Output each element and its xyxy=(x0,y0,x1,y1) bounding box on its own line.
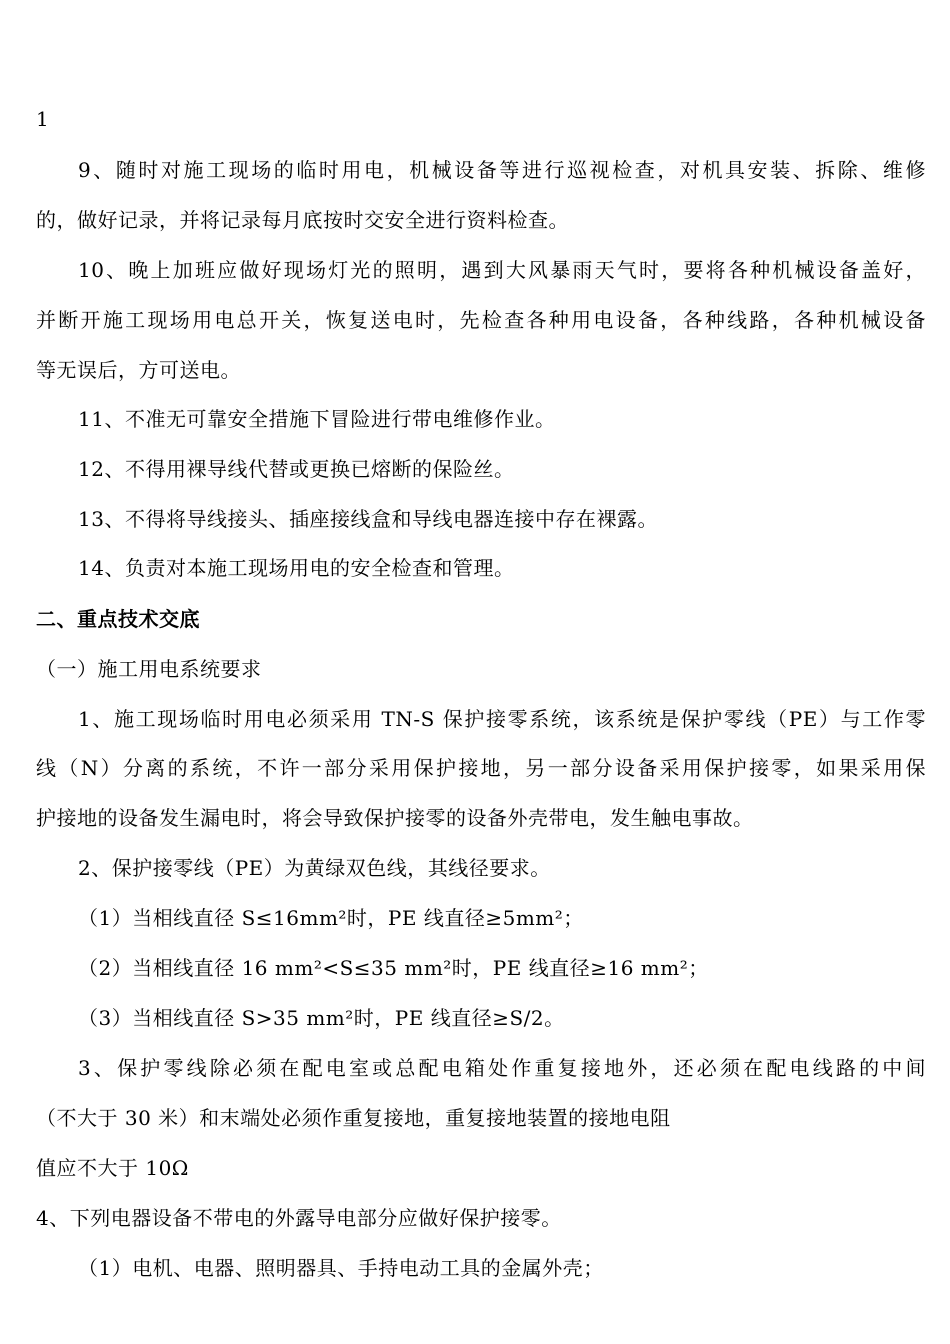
req-2-sub-1: （1）当相线直径 S≤16mm²时，PE 线直径≥5mm²； xyxy=(78,906,584,930)
item-12: 12、不得用裸导线代替或更换已熔断的保险丝。 xyxy=(78,457,515,481)
item-11: 11、不准无可靠安全措施下冒险进行带电维修作业。 xyxy=(78,407,556,431)
req-2: 2、保护接零线（PE）为黄绿双色线，其线径要求。 xyxy=(78,856,551,880)
item-14: 14、负责对本施工现场用电的安全检查和管理。 xyxy=(78,556,515,580)
req-2-sub-3: （3）当相线直径 S>35 mm²时，PE 线直径≥S/2。 xyxy=(78,1006,565,1030)
req-4-sub-1: （1）电机、电器、照明器具、手持电动工具的金属外壳； xyxy=(78,1256,604,1280)
req-3-line-1: 3、保护零线除必须在配电室或总配电箱处作重复接地外，还必须在配电线路的中间 xyxy=(78,1056,926,1080)
req-3-line-3: 值应不大于 10Ω xyxy=(36,1156,189,1180)
item-9-line-1: 9、随时对施工现场的临时用电，机械设备等进行巡视检查，对机具安装、拆除、维修 xyxy=(78,158,926,182)
subsection-heading: （一）施工用电系统要求 xyxy=(36,657,262,681)
item-9-line-2: 的，做好记录，并将记录每月底按时交安全进行资料检查。 xyxy=(36,208,569,232)
item-10-line-3: 等无误后，方可送电。 xyxy=(36,358,241,382)
req-3-line-2: （不大于 30 米）和末端处必须作重复接地，重复接地装置的接地电阻 xyxy=(36,1106,671,1130)
item-10-line-2: 并断开施工现场用电总开关，恢复送电时，先检查各种用电设备，各种线路，各种机械设备 xyxy=(36,308,926,332)
item-10-line-1: 10、晚上加班应做好现场灯光的照明，遇到大风暴雨天气时，要将各种机械设备盖好， xyxy=(78,258,926,282)
req-1-line-2: 线（N）分离的系统，不许一部分采用保护接地，另一部分设备采用保护接零，如果采用保 xyxy=(36,756,926,780)
item-13: 13、不得将导线接头、插座接线盒和导线电器连接中存在裸露。 xyxy=(78,507,658,531)
req-1-line-1: 1、施工现场临时用电必须采用 TN-S 保护接零系统，该系统是保护零线（PE）与工作零 xyxy=(78,707,926,731)
page-number: 1 xyxy=(36,107,50,131)
req-2-sub-2: （2）当相线直径 16 mm²<S≤35 mm²时，PE 线直径≥16 mm²； xyxy=(78,956,709,980)
req-4: 4、下列电器设备不带电的外露导电部分应做好保护接零。 xyxy=(36,1206,562,1230)
req-1-line-3: 护接地的设备发生漏电时，将会导致保护接零的设备外壳带电，发生触电事故。 xyxy=(36,806,754,830)
section-heading: 二、重点技术交底 xyxy=(36,607,200,631)
